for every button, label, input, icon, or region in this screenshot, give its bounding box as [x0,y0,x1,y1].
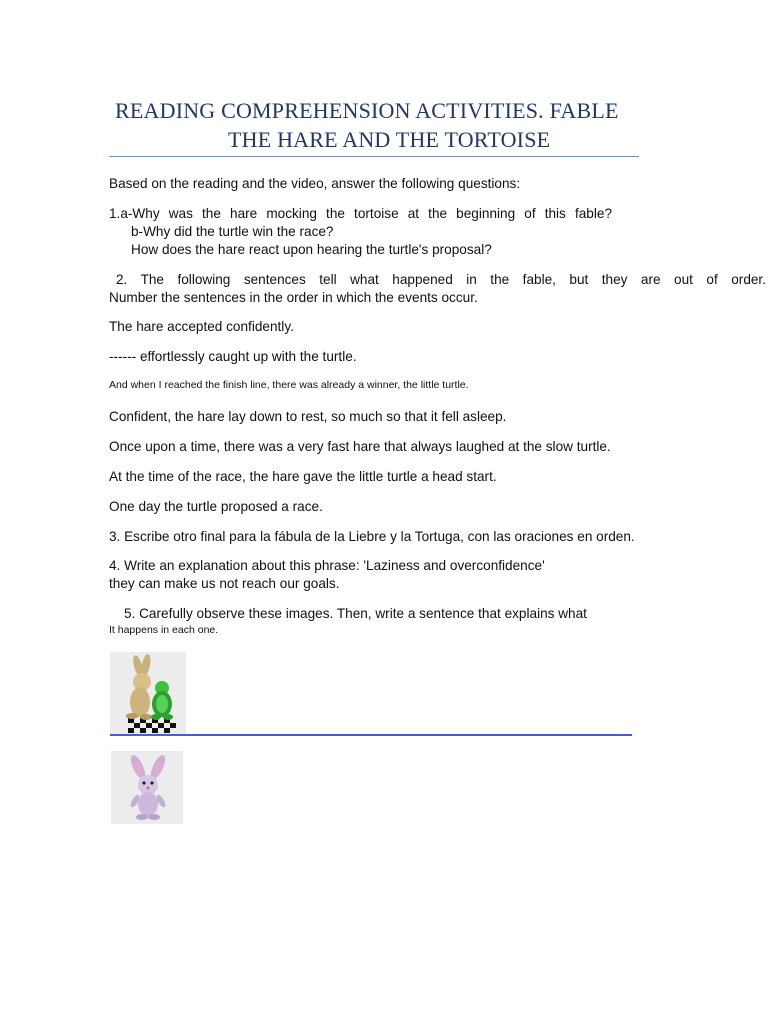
question-5 [109,605,766,637]
sentence-item: ------ effortlessly caught up with the turtle. [109,349,357,364]
question-4 [109,557,766,593]
title-line-1: READING COMPREHENSION ACTIVITIES. FABLE [115,98,619,123]
page-title [109,96,639,154]
question-4-line-1: 4. Write an explanation about this phrase: 'Laziness and overconfidence' [109,558,545,573]
sentence-item: The hare accepted confidently. [109,319,294,334]
hare-and-tortoise-race-icon-graphic [110,652,186,734]
question-2 [109,271,766,307]
question-4-line-2: they can make us not reach our goals. [109,576,340,591]
title-line-2: THE HARE AND THE TORTOISE [228,127,551,152]
sentence-item: At the time of the race, the hare gave the little turtle a head start. [109,469,497,484]
sentence-item: And when I reached the finish line, there was already a winner, the little turtle. [109,379,469,391]
sentence-item: Once upon a time, there was a very fast hare that always laughed at the slow turtle. [109,439,611,454]
hare-icon [111,751,183,824]
question-1 [109,205,766,259]
answer-line [110,734,632,736]
question-2-line-1: 2. The following sentences tell what happened in the fable, but they are out of order. [116,272,766,287]
question-3: 3. Escribe otro final para la fábula de la Liebre y la Tortuga, con las oraciones en orden. [109,529,635,544]
question-5-line-1: 5. Carefully observe these images. Then, write a sentence that explains what [124,606,587,621]
question-5-line-2: It happens in each one. [109,624,219,636]
instructions-intro: Based on the reading and the video, answer the following questions: [109,176,521,191]
question-1c: How does the hare react upon hearing the turtle's proposal? [131,242,492,257]
hare-and-tortoise-race-icon [110,652,186,734]
sentence-item: One day the turtle proposed a race. [109,499,323,514]
question-1a: 1.a-Why was the hare mocking the tortoise at the beginning of this fable? [109,206,612,221]
sentence-item: Confident, the hare lay down to rest, so much so that it fell asleep. [109,409,507,424]
title-divider [109,156,639,157]
hare-icon-graphic [111,751,183,824]
question-2-line-2: Number the sentences in the order in which the events occur. [109,290,478,305]
question-1b: b-Why did the turtle win the race? [131,224,334,239]
